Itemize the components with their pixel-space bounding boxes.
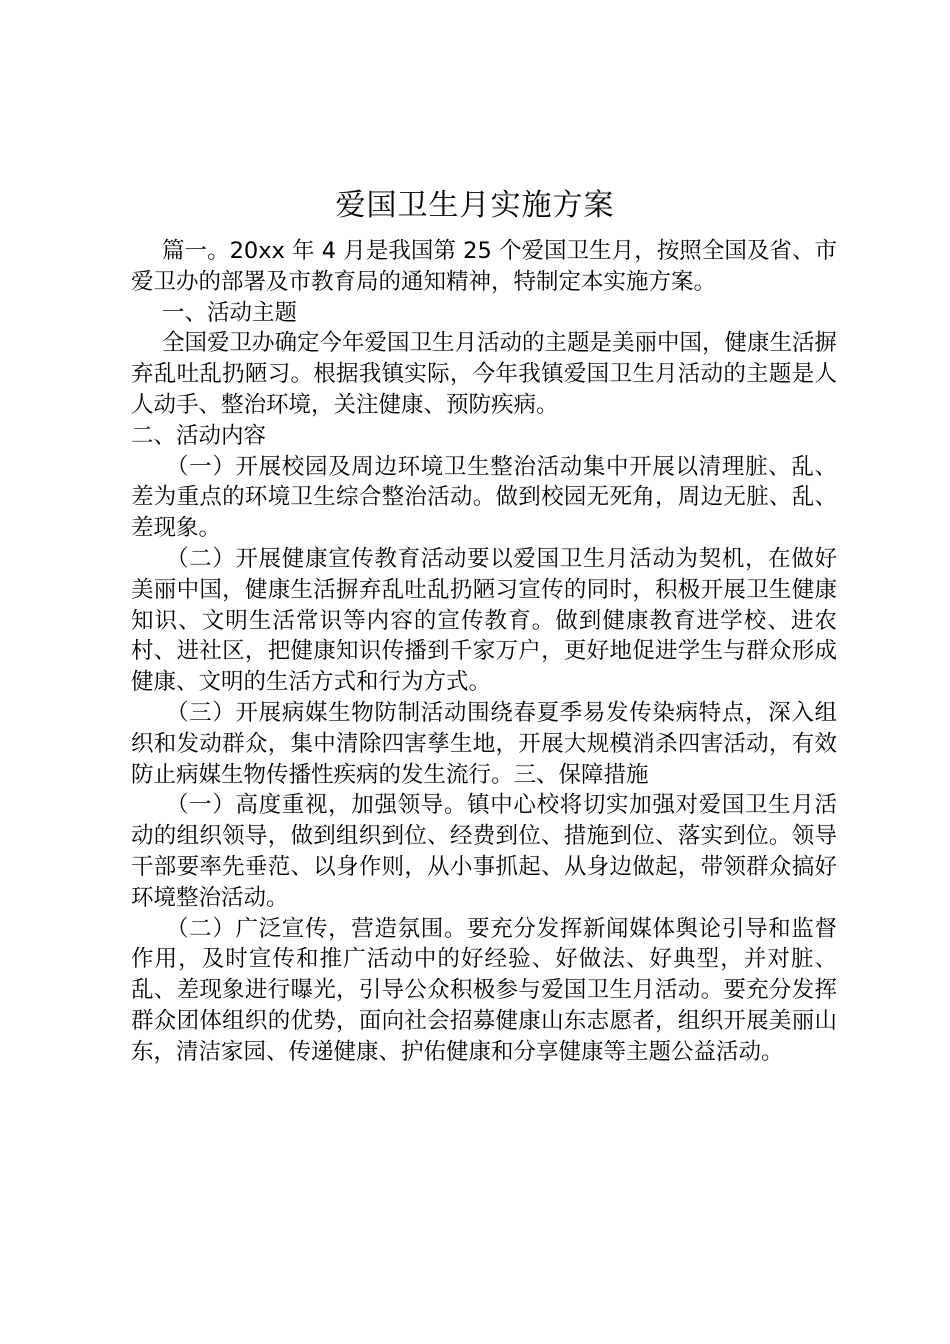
section-heading-theme: 一、活动主题	[162, 299, 298, 326]
measure-item-2: （二）广泛宣传，营造氛围。要充分发挥新闻媒体舆论引导和监督作用，及时宣传和推广活动中的好经验、好做法、好典型，并对脏、乱、差现象进行曝光，引导公众积极参与爱国卫生月活动。要充分发挥群众团体组织的优势，面向社会招募健康山东志愿者，组织开展美丽山东，清洁家园、传递健康、护佑健康和分享健康等主题公益活动。	[131, 915, 837, 1065]
document-title: 爱国卫生月实施方案	[335, 188, 615, 223]
content-item-2: （二）开展健康宣传教育活动要以爱国卫生月活动为契机，在做好美丽中国，健康生活摒弃乱吐乱扔陋习宣传的同时，积极开展卫生健康知识、文明生活常识等内容的宣传教育。做到健康教育进学校、进农村、进社区，把健康知识传播到千家万户，更好地促进学生与群众形成健康、文明的生活方式和行为方式。	[131, 545, 837, 696]
document-body	[131, 236, 837, 1068]
content-item-3: （三）开展病媒生物防制活动围绕春夏季易发传染病特点，深入组织和发动群众，集中清除四害孳生地，开展大规模消杀四害活动，有效防止病媒生物传播性疾病的发生流行。三、保障措施	[131, 699, 837, 788]
measure-item-1: （一）高度重视，加强领导。镇中心校将切实加强对爱国卫生月活动的组织领导，做到组织到位、经费到位、措施到位、落实到位。领导干部要率先垂范、以身作则，从小事抓起、从身边做起，带领群众搞好环境整治活动。	[131, 792, 837, 911]
intro-paragraph: 篇一。20xx 年 4 月是我国第 25 个爱国卫生月，按照全国及省、市爱卫办的部署及市教育局的通知精神，特制定本实施方案。	[131, 238, 837, 295]
section-heading-content: 二、活动内容	[131, 422, 267, 449]
theme-paragraph: 全国爱卫办确定今年爱国卫生月活动的主题是美丽中国，健康生活摒弃乱吐乱扔陋习。根据我镇实际，今年我镇爱国卫生月活动的主题是人人动手、整治环境，关注健康、预防疾病。	[131, 330, 838, 418]
content-item-1: （一）开展校园及周边环境卫生整治活动集中开展以清理脏、乱、差为重点的环境卫生综合整治活动。做到校园无死角，周边无脏、乱、差现象。	[131, 453, 837, 542]
